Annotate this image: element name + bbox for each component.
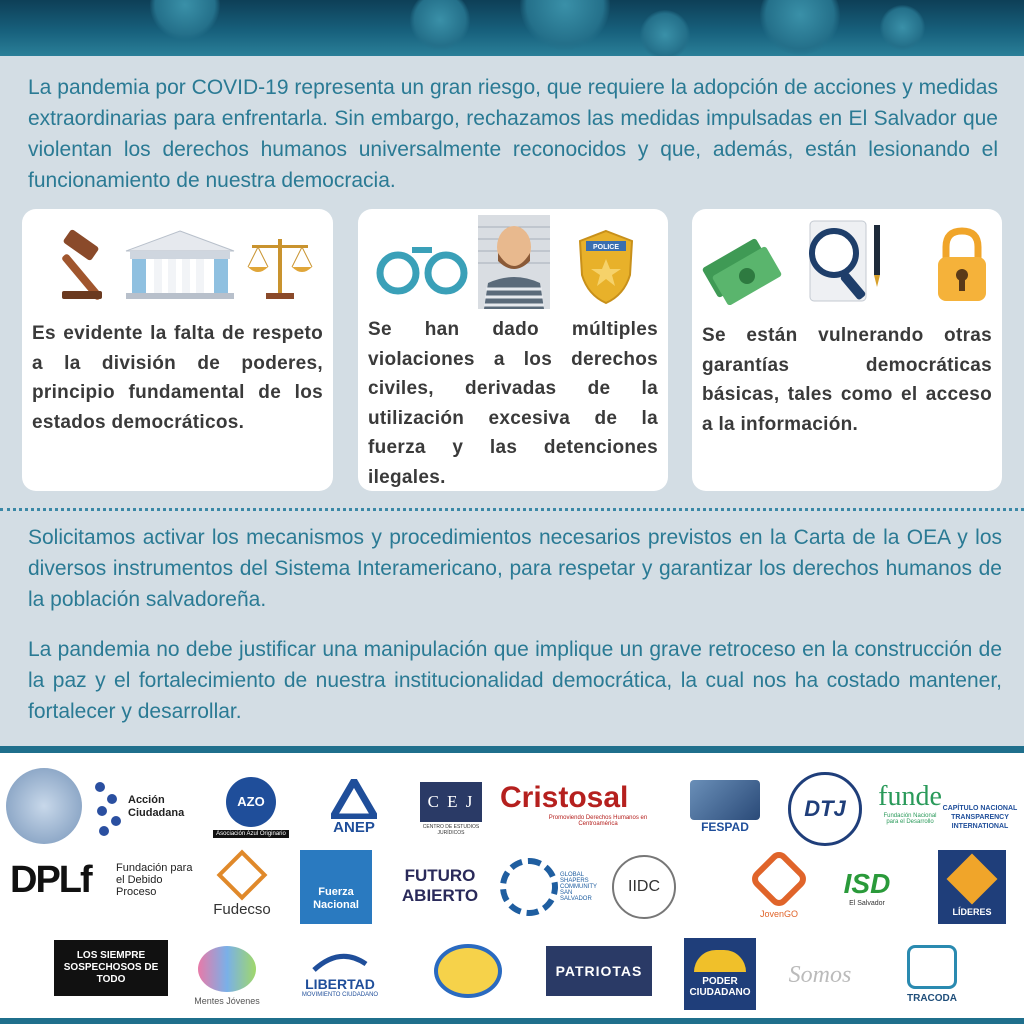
police-badge-icon [576,229,636,305]
global-shapers-logo: GLOBAL SHAPERS COMMUNITY SAN SALVADOR [500,850,600,924]
isd-logo: ISD El Salvador [843,867,891,907]
somos-logo: Somos [788,961,852,988]
request-paragraph: Solicitamos activar los mecanismos y procedimientos necesarios previstos en la Carta de la OEA y los diversos instrumentos del Sistema Interamericano, para respetar y garantizar los derechos humanos de la población salvadoreña. [28,526,1002,611]
main-panel [0,56,1024,746]
cej-logo: C E J CENTRO DE ESTUDIOS JURÍDICOS [414,772,488,846]
card-text: Es evidente la falta de respeto a la división de poderes, principio fundamental de los estados democráticos. [32,323,323,433]
dotted-divider [0,508,1024,511]
courthouse-icon [120,229,240,301]
card-violaciones [358,209,668,491]
fuerza-nacional-logo: Fuerza Nacional [300,850,372,924]
accion-ciudadana-logo: Acción Ciudadana [92,770,202,844]
sospechosos-logo: LOS SIEMPRE SOSPECHOSOS DE TODO [54,940,168,996]
money-icon [702,233,784,305]
card-text: Se han dado múltiples violaciones a los derechos civiles, derivadas de la utilización excesiva de la fuerza y las detenciones ilegales. [368,319,658,488]
azo-logo: AZO Asociación Azul Originario [206,768,296,846]
tracoda-logo: TRACODA [892,936,972,1012]
fespad-logo: FESPAD [684,772,766,842]
libertad-logo: LIBERTAD MOVIMIENTO CIUDADANO [294,942,386,1006]
prisoner-icon [476,213,552,311]
dplf-logo: DPLf [10,858,91,901]
virus-banner [0,0,1024,56]
futuro-abierto-logo: FUTURO ABIERTO [401,866,479,905]
dplf-name: Fundación para el Debido Proceso [116,862,193,898]
lideres-logo: LÍDERES [938,850,1006,924]
magnifier-document-icon [796,215,890,311]
intro-paragraph: La pandemia por COVID-19 representa un gran riesgo, que requiere la adopción de acciones y medidas extraordinarias para enfrentarla. Sin embargo, rechazamos las medidas impulsadas en El Salvador que violentan los derechos humanos universalmente reconocidos y que, además, están lesionando el funcionamiento de nuestra democracia. [28,76,998,192]
coalition-circle-logo [6,768,82,844]
padlock-icon [932,225,992,305]
transparency-international-logo: CAPÍTULO NACIONAL TRANSPARENCY INTERNATIONAL [942,804,1018,830]
funde-logo: funde Fundación Nacional para el Desarrollo [878,781,942,825]
poder-ciudadano-logo: PODER CIUDADANO [684,938,756,1010]
badge-label: POLICE [592,244,620,251]
logo-band [0,746,1024,1024]
mentes-jovenes-logo: Mentes Jóvenes [192,936,262,1016]
iidc-logo: IIDC [612,852,728,922]
card-division-poderes [22,209,333,491]
handcuffs-icon [374,229,470,301]
dtj-logo: DTJ [788,772,862,846]
jovengo-logo: JovenGO [744,850,814,926]
movimiento-ciudadano-logo [434,944,502,998]
card-text: Se están vulnerando otras garantías democráticas básicas, tales como el acceso a la información. [702,325,992,435]
card-garantias [692,209,1002,491]
cristosal-logo: Cristosal Promoviendo Derechos Humanos en Centroamérica [500,781,648,827]
fudecso-logo: Fudecso [204,850,280,924]
scales-icon [244,231,316,303]
closing-paragraph: La pandemia no debe justificar una manipulación que implique un grave retroceso en la construcción de la paz y el fortalecimiento de nuestra institucionalidad democrática, la cual nos ha costado mantener, fortalecer y desarrollar. [28,638,1002,723]
patriotas-logo: PATRIOTAS [546,946,652,996]
anep-logo: ANEP [318,772,390,842]
gavel-icon [58,227,128,307]
